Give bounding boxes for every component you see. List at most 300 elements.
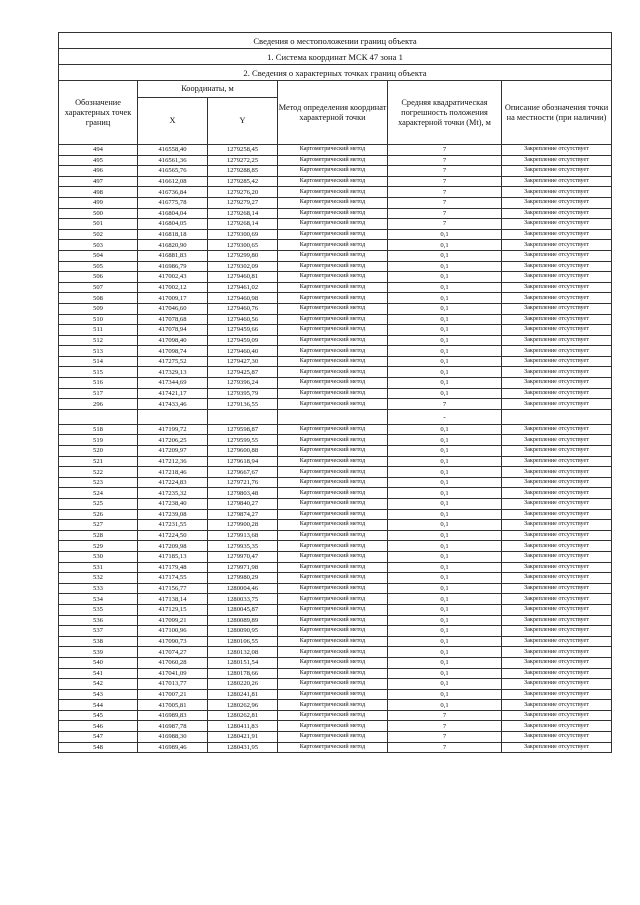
header-description: Описание обозначения точки на местности (при наличии) (502, 81, 612, 145)
description-cell: Закрепление отсутствует (502, 657, 612, 668)
method-cell: Картометрический метод (278, 388, 388, 399)
table-row (59, 615, 612, 626)
document-page (58, 32, 611, 753)
accuracy-cell: 7 (388, 399, 502, 410)
method-cell: Картометрический метод (278, 446, 388, 457)
table-row (59, 742, 612, 753)
description-cell: Закрепление отсутствует (502, 636, 612, 647)
x-coordinate-cell: 417231,55 (138, 520, 208, 531)
y-coordinate-cell: 1280132,08 (208, 647, 278, 658)
x-coordinate-cell: 417174,55 (138, 573, 208, 584)
y-coordinate-cell: 1280262,96 (208, 700, 278, 711)
accuracy-cell: 0,1 (388, 229, 502, 240)
point-id-cell: 517 (59, 388, 138, 399)
description-cell: Закрепление отсутствует (502, 647, 612, 658)
method-cell: Картометрический метод (278, 509, 388, 520)
accuracy-cell: 0,1 (388, 435, 502, 446)
point-id-cell: 532 (59, 573, 138, 584)
y-coordinate-cell: 1280411,83 (208, 721, 278, 732)
method-cell: Картометрический метод (278, 435, 388, 446)
accuracy-cell: 0,1 (388, 668, 502, 679)
y-coordinate-cell: 1279721,76 (208, 477, 278, 488)
description-cell: Закрепление отсутствует (502, 679, 612, 690)
table-title: Сведения о местоположении границ объекта (59, 33, 612, 49)
description-cell: Закрепление отсутствует (502, 155, 612, 166)
x-coordinate-cell: 417212,36 (138, 456, 208, 467)
y-coordinate-cell: 1280089,89 (208, 615, 278, 626)
table-row (59, 272, 612, 283)
table-row (59, 467, 612, 478)
y-coordinate-cell: 1279299,80 (208, 250, 278, 261)
accuracy-cell: 7 (388, 732, 502, 743)
description-cell: Закрепление отсутствует (502, 583, 612, 594)
x-coordinate-cell: 417218,46 (138, 467, 208, 478)
table-row (59, 689, 612, 700)
table-row (59, 176, 612, 187)
method-cell: Картометрический метод (278, 679, 388, 690)
x-coordinate-cell: 417009,17 (138, 293, 208, 304)
accuracy-cell: 7 (388, 721, 502, 732)
x-coordinate-cell: 416804,04 (138, 208, 208, 219)
table-row (59, 509, 612, 520)
header-coords: Координаты, м (138, 81, 278, 98)
accuracy-cell: 7 (388, 145, 502, 156)
table-row (59, 261, 612, 272)
point-id-cell: 504 (59, 250, 138, 261)
description-cell: Закрепление отсутствует (502, 314, 612, 325)
accuracy-cell: 0,1 (388, 594, 502, 605)
x-coordinate-cell: 417238,40 (138, 499, 208, 510)
y-coordinate-cell: 1279900,28 (208, 520, 278, 531)
method-cell: Картометрический метод (278, 573, 388, 584)
y-coordinate-cell: 1280178,66 (208, 668, 278, 679)
point-id-cell: 496 (59, 166, 138, 177)
x-coordinate-cell: 417206,25 (138, 435, 208, 446)
accuracy-cell: 0,1 (388, 583, 502, 594)
table-row (59, 541, 612, 552)
point-id-cell: 528 (59, 530, 138, 541)
y-coordinate-cell: 1279913,68 (208, 530, 278, 541)
y-coordinate-cell: 1279460,56 (208, 314, 278, 325)
y-coordinate-cell: 1280045,87 (208, 604, 278, 615)
accuracy-cell: 0,1 (388, 679, 502, 690)
description-cell: Закрепление отсутствует (502, 282, 612, 293)
x-coordinate-cell: 417138,14 (138, 594, 208, 605)
accuracy-cell: 0,1 (388, 626, 502, 637)
method-cell: Картометрический метод (278, 467, 388, 478)
description-cell: Закрепление отсутствует (502, 378, 612, 389)
description-cell: Закрепление отсутствует (502, 293, 612, 304)
description-cell: Закрепление отсутствует (502, 166, 612, 177)
y-coordinate-cell: 1280262,81 (208, 710, 278, 721)
accuracy-cell: 0,1 (388, 240, 502, 251)
description-cell: Закрепление отсутствует (502, 573, 612, 584)
description-cell: Закрепление отсутствует (502, 520, 612, 531)
table-row (59, 499, 612, 510)
description-cell: Закрепление отсутствует (502, 388, 612, 399)
table-row (59, 647, 612, 658)
method-cell: Картометрический метод (278, 626, 388, 637)
x-coordinate-cell: 416987,78 (138, 721, 208, 732)
y-coordinate-cell: 1279288,85 (208, 166, 278, 177)
table-row (59, 435, 612, 446)
method-cell: Картометрический метод (278, 636, 388, 647)
accuracy-cell: 0,1 (388, 378, 502, 389)
x-coordinate-cell: 417074,27 (138, 647, 208, 658)
description-cell: Закрепление отсутствует (502, 456, 612, 467)
y-coordinate-cell: 1280090,95 (208, 626, 278, 637)
method-cell: Картометрический метод (278, 399, 388, 410)
table-row (59, 562, 612, 573)
accuracy-cell: 0,1 (388, 509, 502, 520)
y-coordinate-cell: 1279460,76 (208, 303, 278, 314)
description-cell: Закрепление отсутствует (502, 335, 612, 346)
accuracy-cell: 0,1 (388, 551, 502, 562)
accuracy-cell: 0,1 (388, 424, 502, 435)
point-id-cell: 510 (59, 314, 138, 325)
method-cell: Картометрический метод (278, 187, 388, 198)
x-coordinate-cell: 417099,21 (138, 615, 208, 626)
y-coordinate-cell: 1280033,75 (208, 594, 278, 605)
description-cell: Закрепление отсутствует (502, 240, 612, 251)
x-coordinate-cell: 416561,36 (138, 155, 208, 166)
accuracy-cell: 7 (388, 208, 502, 219)
point-id-cell: 542 (59, 679, 138, 690)
point-id-cell: 296 (59, 399, 138, 410)
point-id-cell: 495 (59, 155, 138, 166)
table-row (59, 208, 612, 219)
point-id-cell: 540 (59, 657, 138, 668)
method-cell: Картометрический метод (278, 583, 388, 594)
method-cell: Картометрический метод (278, 604, 388, 615)
x-coordinate-cell: 416989,83 (138, 710, 208, 721)
description-cell: Закрепление отсутствует (502, 435, 612, 446)
method-cell: Картометрический метод (278, 314, 388, 325)
point-id-cell: 538 (59, 636, 138, 647)
method-cell: Картометрический метод (278, 356, 388, 367)
table-row (59, 668, 612, 679)
x-coordinate-cell: 417224,50 (138, 530, 208, 541)
point-id-cell: 502 (59, 229, 138, 240)
accuracy-cell: 0,1 (388, 499, 502, 510)
description-cell: Закрепление отсутствует (502, 446, 612, 457)
description-cell: Закрепление отсутствует (502, 261, 612, 272)
point-id-cell: 527 (59, 520, 138, 531)
x-coordinate-cell: 416881,83 (138, 250, 208, 261)
x-coordinate-cell: 416736,84 (138, 187, 208, 198)
x-coordinate-cell: 417199,72 (138, 424, 208, 435)
point-id-cell: 525 (59, 499, 138, 510)
description-cell: Закрепление отсутствует (502, 551, 612, 562)
table-row (59, 229, 612, 240)
x-coordinate-cell: 417179,48 (138, 562, 208, 573)
table-row (59, 446, 612, 457)
x-coordinate-cell: 417098,74 (138, 346, 208, 357)
x-coordinate-cell: 417224,83 (138, 477, 208, 488)
x-coordinate-cell: 416612,08 (138, 176, 208, 187)
accuracy-cell: 7 (388, 197, 502, 208)
description-cell: Закрепление отсутствует (502, 488, 612, 499)
x-coordinate-cell: 417090,73 (138, 636, 208, 647)
point-id-cell: 546 (59, 721, 138, 732)
header-accuracy: Средняя квадратическая погрешность положения характерной точки (Mt), м (388, 81, 502, 145)
point-id-cell: 539 (59, 647, 138, 658)
y-coordinate-cell: 1279935,35 (208, 541, 278, 552)
point-id-cell: 524 (59, 488, 138, 499)
accuracy-cell: 7 (388, 710, 502, 721)
description-cell: Закрепление отсутствует (502, 668, 612, 679)
method-cell: Картометрический метод (278, 742, 388, 753)
y-coordinate-cell: 1279279,27 (208, 197, 278, 208)
accuracy-cell: 0,1 (388, 293, 502, 304)
x-coordinate-cell: 417078,94 (138, 325, 208, 336)
method-cell: Картометрический метод (278, 668, 388, 679)
x-coordinate-cell: 417002,12 (138, 282, 208, 293)
accuracy-cell: 0,1 (388, 657, 502, 668)
table-row (59, 356, 612, 367)
y-coordinate-cell: 1279667,67 (208, 467, 278, 478)
method-cell: Картометрический метод (278, 647, 388, 658)
method-cell: Картометрический метод (278, 166, 388, 177)
point-id-cell: 508 (59, 293, 138, 304)
x-coordinate-cell: 416988,30 (138, 732, 208, 743)
accuracy-cell: 0,1 (388, 314, 502, 325)
y-coordinate-cell: 1279460,98 (208, 293, 278, 304)
y-coordinate-cell: 1279136,55 (208, 399, 278, 410)
description-cell: Закрепление отсутствует (502, 219, 612, 230)
y-coordinate-cell: 1279600,88 (208, 446, 278, 457)
method-cell: Картометрический метод (278, 272, 388, 283)
table-row (59, 700, 612, 711)
point-id-cell: 499 (59, 197, 138, 208)
x-coordinate-cell: 417046,60 (138, 303, 208, 314)
point-id-cell: 533 (59, 583, 138, 594)
table-row (59, 477, 612, 488)
points-group-1 (59, 145, 612, 410)
accuracy-cell: 7 (388, 742, 502, 753)
section-heading: 2. Сведения о характерных точках границ объекта (59, 65, 612, 81)
method-cell: Картометрический метод (278, 240, 388, 251)
description-cell: Закрепление отсутствует (502, 367, 612, 378)
table-row (59, 732, 612, 743)
method-cell: Картометрический метод (278, 424, 388, 435)
description-cell: Закрепление отсутствует (502, 562, 612, 573)
x-coordinate-cell: 417002,43 (138, 272, 208, 283)
table-row (59, 604, 612, 615)
y-coordinate-cell: 1279427,30 (208, 356, 278, 367)
description-cell: Закрепление отсутствует (502, 509, 612, 520)
accuracy-cell: 0,1 (388, 615, 502, 626)
table-row (59, 367, 612, 378)
x-coordinate-cell: 416986,79 (138, 261, 208, 272)
y-coordinate-cell: 1279971,98 (208, 562, 278, 573)
accuracy-cell: 0,1 (388, 282, 502, 293)
accuracy-cell: 0,1 (388, 520, 502, 531)
description-cell: Закрепление отсутствует (502, 700, 612, 711)
y-coordinate-cell: 1279598,87 (208, 424, 278, 435)
description-cell: Закрепление отсутствует (502, 145, 612, 156)
point-id-cell: 505 (59, 261, 138, 272)
point-id-cell: 536 (59, 615, 138, 626)
y-coordinate-cell: 1279268,14 (208, 208, 278, 219)
y-coordinate-cell: 1280220,26 (208, 679, 278, 690)
table-row (59, 399, 612, 410)
x-coordinate-cell: 417239,08 (138, 509, 208, 520)
y-coordinate-cell: 1279302,09 (208, 261, 278, 272)
method-cell: Картометрический метод (278, 477, 388, 488)
method-cell: Картометрический метод (278, 551, 388, 562)
accuracy-cell: 0,1 (388, 700, 502, 711)
point-id-cell: 494 (59, 145, 138, 156)
table-row (59, 187, 612, 198)
description-cell: Закрепление отсутствует (502, 689, 612, 700)
x-coordinate-cell: 416818,18 (138, 229, 208, 240)
accuracy-cell: 7 (388, 176, 502, 187)
description-cell: Закрепление отсутствует (502, 541, 612, 552)
x-coordinate-cell: 417344,69 (138, 378, 208, 389)
x-coordinate-cell: 417129,15 (138, 604, 208, 615)
accuracy-cell: 0,1 (388, 250, 502, 261)
point-id-cell: 521 (59, 456, 138, 467)
accuracy-cell: 0,1 (388, 604, 502, 615)
table-row (59, 293, 612, 304)
point-id-cell: 512 (59, 335, 138, 346)
y-coordinate-cell: 1279970,47 (208, 551, 278, 562)
y-coordinate-cell: 1279980,29 (208, 573, 278, 584)
accuracy-cell: 0,1 (388, 467, 502, 478)
method-cell: Картометрический метод (278, 293, 388, 304)
method-cell: Картометрический метод (278, 325, 388, 336)
method-cell: Картометрический метод (278, 219, 388, 230)
description-cell: Закрепление отсутствует (502, 732, 612, 743)
table-row (59, 710, 612, 721)
accuracy-cell: 0,1 (388, 488, 502, 499)
method-cell: Картометрический метод (278, 530, 388, 541)
point-id-cell: 529 (59, 541, 138, 552)
y-coordinate-cell: 1279460,81 (208, 272, 278, 283)
point-id-cell: 507 (59, 282, 138, 293)
table-row (59, 594, 612, 605)
x-coordinate-cell: 416804,05 (138, 219, 208, 230)
description-cell: Закрепление отсутствует (502, 626, 612, 637)
header-x: X (138, 98, 208, 145)
description-cell: Закрепление отсутствует (502, 346, 612, 357)
point-id-cell: 544 (59, 700, 138, 711)
y-coordinate-cell: 1280421,91 (208, 732, 278, 743)
accuracy-cell: 7 (388, 166, 502, 177)
table-row (59, 573, 612, 584)
method-cell: Картометрический метод (278, 208, 388, 219)
y-coordinate-cell: 1279459,66 (208, 325, 278, 336)
point-id-cell: 543 (59, 689, 138, 700)
table-row (59, 240, 612, 251)
table-row (59, 636, 612, 647)
point-id-cell: 530 (59, 551, 138, 562)
method-cell: Картометрический метод (278, 346, 388, 357)
point-id-cell: 500 (59, 208, 138, 219)
point-id-cell: 518 (59, 424, 138, 435)
x-coordinate-cell: 417098,40 (138, 335, 208, 346)
accuracy-cell: 0,1 (388, 530, 502, 541)
header-y: Y (208, 98, 278, 145)
x-coordinate-cell: 417209,98 (138, 541, 208, 552)
point-id-cell: 531 (59, 562, 138, 573)
table-row (59, 456, 612, 467)
point-id-cell: 497 (59, 176, 138, 187)
point-id-cell: 547 (59, 732, 138, 743)
method-cell: Картометрический метод (278, 197, 388, 208)
point-id-cell: 509 (59, 303, 138, 314)
point-id-cell: 513 (59, 346, 138, 357)
accuracy-cell: 0,1 (388, 456, 502, 467)
accuracy-cell: 0,1 (388, 388, 502, 399)
method-cell: Картометрический метод (278, 488, 388, 499)
point-id-cell: 537 (59, 626, 138, 637)
description-cell: Закрепление отсутствует (502, 710, 612, 721)
description-cell: Закрепление отсутствует (502, 272, 612, 283)
method-cell: Картометрический метод (278, 700, 388, 711)
method-cell: Картометрический метод (278, 261, 388, 272)
group-separator: - (388, 409, 502, 424)
x-coordinate-cell: 416565,76 (138, 166, 208, 177)
y-coordinate-cell: 1279258,45 (208, 145, 278, 156)
point-id-cell: 514 (59, 356, 138, 367)
method-cell: Картометрический метод (278, 541, 388, 552)
method-cell: Картометрический метод (278, 615, 388, 626)
table-row (59, 530, 612, 541)
y-coordinate-cell: 1280241,81 (208, 689, 278, 700)
method-cell: Картометрический метод (278, 594, 388, 605)
accuracy-cell: 0,1 (388, 367, 502, 378)
table-row (59, 282, 612, 293)
x-coordinate-cell: 417005,81 (138, 700, 208, 711)
table-row (59, 197, 612, 208)
description-cell: Закрепление отсутствует (502, 721, 612, 732)
accuracy-cell: 7 (388, 187, 502, 198)
description-cell: Закрепление отсутствует (502, 742, 612, 753)
description-cell: Закрепление отсутствует (502, 197, 612, 208)
accuracy-cell: 0,1 (388, 562, 502, 573)
point-id-cell: 534 (59, 594, 138, 605)
description-cell: Закрепление отсутствует (502, 399, 612, 410)
accuracy-cell: 0,1 (388, 477, 502, 488)
table-row (59, 679, 612, 690)
y-coordinate-cell: 1279425,87 (208, 367, 278, 378)
x-coordinate-cell: 417013,77 (138, 679, 208, 690)
y-coordinate-cell: 1279272,25 (208, 155, 278, 166)
method-cell: Картометрический метод (278, 710, 388, 721)
table-row (59, 657, 612, 668)
table-row (59, 346, 612, 357)
method-cell: Картометрический метод (278, 155, 388, 166)
method-cell: Картометрический метод (278, 562, 388, 573)
description-cell: Закрепление отсутствует (502, 356, 612, 367)
y-coordinate-cell: 1279840,27 (208, 499, 278, 510)
x-coordinate-cell: 416558,40 (138, 145, 208, 156)
boundary-points-table (58, 32, 612, 753)
table-row (59, 520, 612, 531)
point-id-cell: 526 (59, 509, 138, 520)
x-coordinate-cell: 417235,32 (138, 488, 208, 499)
y-coordinate-cell: 1279396,24 (208, 378, 278, 389)
description-cell: Закрепление отсутствует (502, 604, 612, 615)
accuracy-cell: 0,1 (388, 446, 502, 457)
y-coordinate-cell: 1279300,69 (208, 229, 278, 240)
table-row (59, 626, 612, 637)
accuracy-cell: 0,1 (388, 346, 502, 357)
method-cell: Картометрический метод (278, 378, 388, 389)
description-cell: Закрепление отсутствует (502, 467, 612, 478)
